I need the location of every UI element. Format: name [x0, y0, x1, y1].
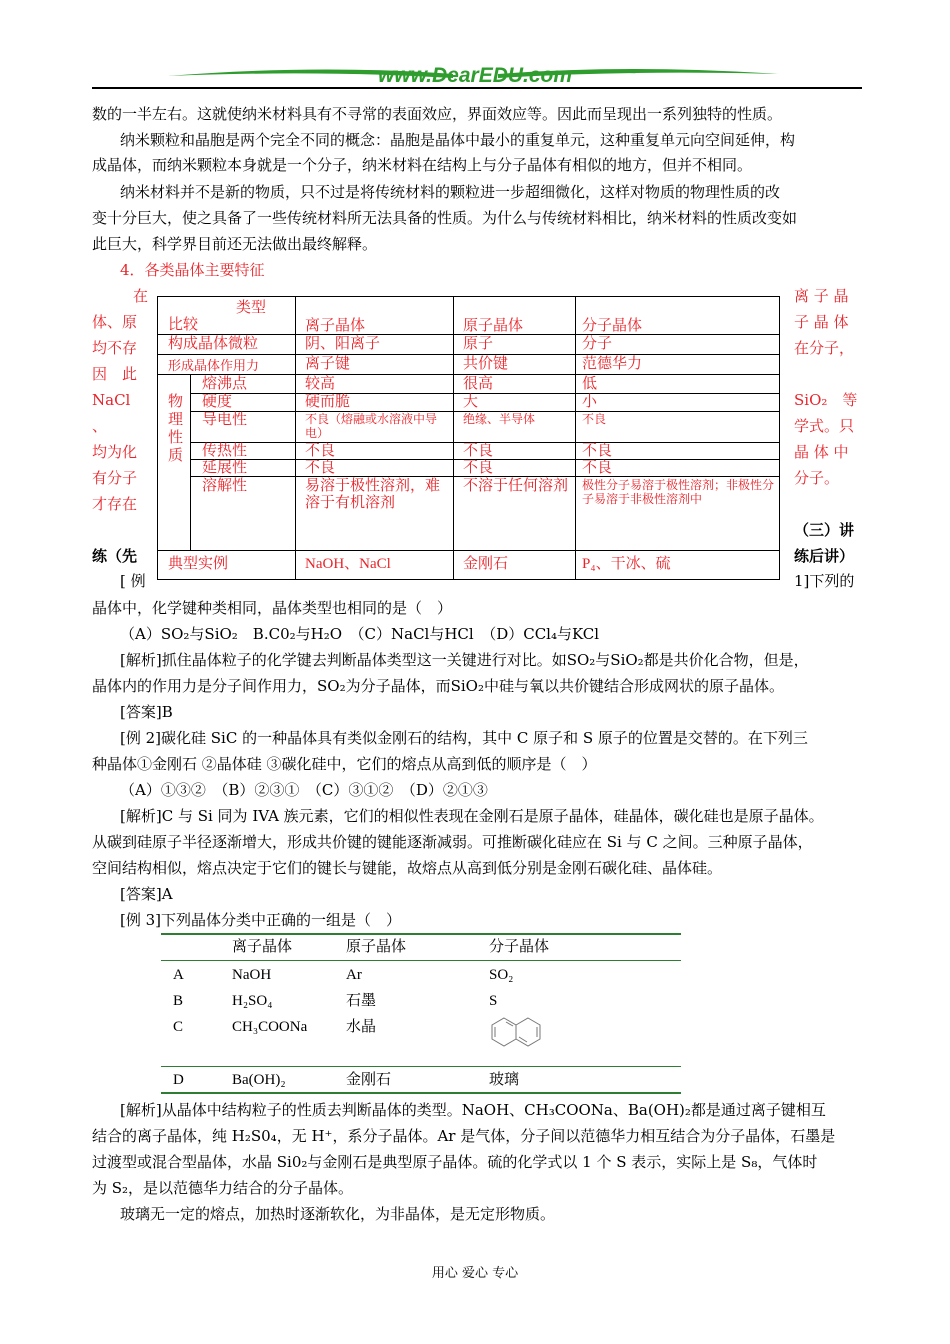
- answer: [答案]A: [120, 885, 173, 903]
- table-row-label: 形成晶体作用力: [168, 358, 260, 373]
- example-question: 晶体中，化学键种类相同，晶体类型也相同的是（ ）: [92, 599, 453, 617]
- side-left-line: 有分子: [92, 469, 138, 487]
- logo-text: www.DearEDU.com: [377, 64, 573, 87]
- ex3-cell: 金刚石: [346, 1072, 392, 1088]
- side-right-line: 在分子，: [794, 339, 855, 357]
- table-cell: 金刚石: [463, 556, 509, 572]
- answer: [答案]B: [120, 703, 173, 721]
- side-right-line: 晶 体 中: [794, 443, 849, 461]
- table-cell: 不良（熔融或水溶液中导电）: [305, 412, 438, 440]
- table-row-label: 传热性: [202, 443, 248, 459]
- table-row-label: 硬度: [202, 394, 233, 410]
- site-logo: [168, 62, 778, 88]
- table-cell: 低: [582, 376, 598, 392]
- table-cell: 分子: [582, 336, 613, 352]
- example-question: [例 3]下列晶体分类中正确的一组是（ ）: [120, 911, 402, 929]
- table-cell: 范德华力: [582, 356, 643, 372]
- paragraph-line: 纳米颗粒和晶胞是两个完全不同的概念：晶胞是晶体中最小的重复单元，这种重复单元向空间延伸，构: [120, 131, 796, 149]
- paragraph-line: 纳米材料并不是新的物质，只不过是将传统材料的颗粒进一步超细微化，这样对物质的物理性质的改: [120, 183, 781, 201]
- paragraph-line: 数的一半左右。这就使纳米材料具有不寻常的表面效应，界面效应等。因此而呈现出一系列独特的性质。: [92, 105, 783, 123]
- ex3-header: 分子晶体: [489, 939, 550, 955]
- analysis-line: 结合的离子晶体，纯 H₂S0₄，无 H⁺，系分子晶体。Ar 是气体，分子间以范德华力相互结合为分子晶体，石墨是: [92, 1127, 836, 1145]
- analysis-line: 从碳到硅原子半径逐渐增大，形成共价键的键能逐渐减弱。可推断碳化硅应在 Si 与 C 之间。三种原子晶体，: [92, 833, 813, 851]
- header-rule: [92, 87, 862, 89]
- table-group-label: 物理性质: [168, 394, 184, 464]
- paragraph-line: 此巨大，科学界目前还无法做出最终解释。: [92, 235, 378, 253]
- table-column-header: 原子晶体: [463, 318, 524, 334]
- table-cell: 硬而脆: [305, 394, 351, 410]
- side-right-bottom: （三）讲: [794, 521, 855, 539]
- side-right-line: SiO₂ 等: [794, 391, 858, 409]
- example-options: （A）①③② （B）②③① （C）③①② （D）②①③: [120, 781, 488, 799]
- table-cell: 很高: [463, 376, 494, 392]
- side-text-left: [92, 283, 148, 517]
- table-top-rule: [161, 933, 681, 935]
- side-left-line: 均不存: [92, 339, 138, 357]
- table-cell: 原子: [463, 336, 494, 352]
- example-lead: 1]下列的: [794, 572, 855, 590]
- side-right-bottom: 练后讲）: [794, 547, 855, 565]
- side-right-line: 子 晶 体: [794, 313, 849, 331]
- section-heading: 4．各类晶体主要特征: [120, 261, 265, 279]
- table-corner-type: 类型: [236, 300, 267, 316]
- table-cell: 不良: [582, 412, 607, 426]
- side-left-line: 因 此: [92, 365, 138, 383]
- ex3-cell: CH₃COONa: [232, 1019, 308, 1035]
- ex3-row-label: D: [173, 1072, 184, 1088]
- ex3-cell: H₂SO₄: [232, 993, 273, 1009]
- side-left-line: 才存在: [92, 495, 138, 513]
- table-corner-compare: 比较: [168, 317, 199, 333]
- table-column-header: 分子晶体: [582, 318, 643, 334]
- table-cell: 阴、阳离子: [305, 336, 381, 352]
- table-cell: 不溶于任何溶剂: [463, 478, 569, 494]
- paragraph-line: 成晶体，而纳米颗粒本身就是一个分子，纳米材料在结构上与分子晶体有相似的地方，但并不相同。: [92, 156, 753, 174]
- side-left-bottom: 练（先: [92, 547, 138, 565]
- table-row-label: 熔沸点: [202, 376, 248, 392]
- paragraph-line: 玻璃无一定的熔点，加热时逐渐软化，为非晶体，是无定形物质。: [120, 1205, 556, 1223]
- analysis-line: [解析]从晶体中结构粒子的性质去判断晶体的类型。NaOH、CH₃COONa、Ba(OH)₂都是通过离子键相互: [120, 1101, 826, 1119]
- side-right-line: 分子。: [794, 469, 840, 487]
- table-row-label: 构成晶体微粒: [168, 336, 259, 352]
- ex3-cell: Ar: [346, 967, 362, 983]
- ex3-header: 原子晶体: [346, 939, 407, 955]
- table-row-label: 溶解性: [202, 478, 248, 494]
- table-cell: 易溶于极性溶剂，难溶于有机溶剂: [305, 478, 441, 511]
- ex3-cell: 玻璃: [489, 1072, 520, 1088]
- table-cell: P₄、干冰、硫: [582, 556, 671, 572]
- ex3-header: 离子晶体: [232, 939, 293, 955]
- table-cell: 共价键: [463, 356, 509, 372]
- table-cell: NaOH、NaCl: [305, 556, 391, 572]
- ex3-row-label: C: [173, 1019, 184, 1035]
- table-row-label: 典型实例: [168, 556, 229, 572]
- side-left-line: 在: [132, 287, 148, 305]
- table-row-label: 导电性: [202, 412, 248, 428]
- table-cell: 绝缘、半导体: [463, 412, 536, 426]
- ex3-cell: S: [489, 993, 498, 1009]
- ex3-cell: NaOH: [232, 967, 272, 983]
- table-cell: 极性分子易溶于极性溶剂；非极性分子易溶于非极性溶剂中: [582, 478, 775, 506]
- analysis-line: 空间结构相似，熔点决定于它们的键长与键能，故熔点从高到低分别是金刚石碳化硅、晶体硅。: [92, 859, 723, 877]
- side-left-line: NaCl 、: [92, 391, 131, 435]
- table-header-rule: [161, 960, 681, 961]
- example-options: （A）SO₂与SiO₂ B.C0₂与H₂O （C）NaCl与HCl （D）CCl₄与KCl: [120, 625, 600, 643]
- table-cell: 不良: [582, 443, 613, 459]
- table-bottom-rule: [161, 1092, 681, 1094]
- example-question: 种晶体①金刚石 ②晶体硅 ③碳化硅中，它们的熔点从高到低的顺序是（ ）: [92, 755, 597, 773]
- example-lead: [ 例: [120, 572, 146, 590]
- table-cell: 小: [582, 394, 598, 410]
- example-question: [例 2]碳化硅 SiC 的一种晶体具有类似金刚石的结构，其中 C 原子和 S 原子的位置是交替的。在下列三: [120, 729, 808, 747]
- ex3-cell: 石墨: [346, 993, 377, 1009]
- analysis-line: [解析]抓住晶体粒子的化学键去判断晶体类型这一关键进行对比。如SO₂与SiO₂都是共价化合物，但是，: [120, 651, 809, 669]
- ex3-row-label: B: [173, 993, 184, 1009]
- side-left-line: 体、原: [92, 313, 138, 331]
- analysis-line: 为 S₂，是以范德华力结合的分子晶体。: [92, 1179, 354, 1197]
- analysis-line: 晶体内的作用力是分子间作用力，SO₂为分子晶体，而SiO₂中硅与氧以共价键结合形成网状的原子晶体。: [92, 677, 784, 695]
- crystal-characteristics-table: [157, 296, 780, 580]
- table-cell: 较高: [305, 376, 336, 392]
- ex3-cell: SO₂: [489, 967, 514, 983]
- table-row-label: 延展性: [202, 460, 248, 476]
- table-cell: 不良: [463, 460, 494, 476]
- table-cell: 大: [463, 394, 479, 410]
- table-cell: 不良: [582, 460, 613, 476]
- side-text-right: [794, 283, 862, 491]
- naphthalene-structure-icon: [489, 1015, 547, 1051]
- side-left-line: 均为化: [92, 443, 138, 461]
- table-cell: 不良: [463, 443, 494, 459]
- ex3-cell: 水晶: [346, 1019, 377, 1035]
- table-cell: 不良: [305, 443, 336, 459]
- table-column-header: 离子晶体: [305, 318, 366, 334]
- table-cell: 不良: [305, 460, 336, 476]
- page-footer: 用心 爱心 专心: [431, 1266, 519, 1281]
- table-cell: 离子键: [305, 356, 351, 372]
- side-right-line: 学式。只: [794, 417, 855, 435]
- table-row-rule: [161, 1066, 681, 1067]
- analysis-line: 过渡型或混合型晶体，水晶 Si0₂与金刚石是典型原子晶体。硫的化学式以 1 个 S 表示，实际上是 S₈，气体时: [92, 1153, 818, 1171]
- side-right-line: 离 子 晶: [794, 287, 849, 305]
- paragraph-line: 变十分巨大，使之具备了一些传统材料所无法具备的性质。为什么与传统材料相比，纳米材料的性质改变如: [92, 209, 798, 227]
- analysis-line: [解析]C 与 Si 同为 IVA 族元素，它们的相似性表现在金刚石是原子晶体，硅晶体，碳化硅也是原子晶体。: [120, 807, 824, 825]
- ex3-cell: Ba(OH)₂: [232, 1072, 286, 1088]
- ex3-row-label: A: [173, 967, 184, 983]
